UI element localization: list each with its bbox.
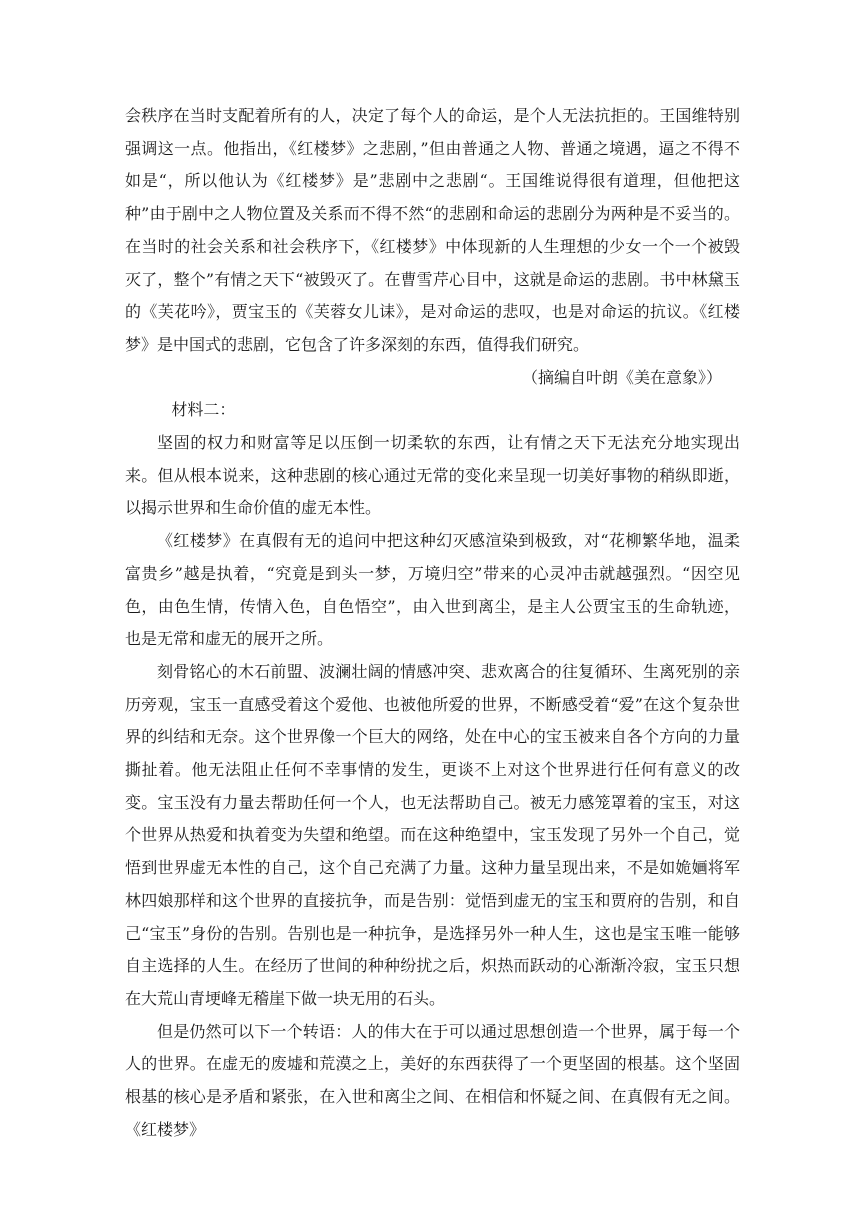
paragraph-2: 《红楼梦》在真假有无的追问中把这种幻灭感渲染到极致，对“花柳繁华地，温柔富贵乡”越是执着，“究竟是到头一梦，万境归空”带来的心灵冲击就越强烈。“因空见色，由色生情，传情入色，自色悟空”，由入世到离尘，是主人公贾宝玉的生命轨迹，也是无常和虚无的展开之所。 <box>125 531 740 649</box>
intro-paragraph: 会秩序在当时支配着所有的人，决定了每个人的命运，是个人无法抗拒的。王国维特别强调这一点。他指出，《红楼梦》之悲剧，”但由普通之人物、普通之境遇，逼之不得不如是“，所以他认为《红楼梦》是”悲剧中之悲剧“。王国维说得很有道理，但他把这种”由于剧中之人物位置及关系而不得不然“的悲剧和命运的悲剧分为两种是不妥当的。在当时的社会关系和社会秩序下，《红楼梦》中体现新的人生理想的少女一个一个被毁灭了，整个”有情之天下“被毁灭了。在曹雪芹心目中，这就是命运的悲剧。书中林黛玉的《芙花吟》，贾宝玉的《芙蓉女儿诔》，是对命运的悲叹，也是对命运的抗议。《红楼梦》是中国式的悲剧，它包含了许多深刻的东西，值得我们研究。 <box>125 106 740 354</box>
paragraph-3: 刻骨铭心的木石前盟、波澜壮阔的情感冲突、悲欢离合的往复循环、生离死别的亲历旁观，宝玉一直感受着这个爱他、也被他所爱的世界，不断感受着“爱”在这个复杂世界的纠结和无奈。这个世界像一个巨大的网络，处在中心的宝玉被来自各个方向的力量撕扯着。他无法阻止任何不幸事情的发生，更谈不上对这个世界进行任何有意义的改变。宝玉没有力量去帮助任何一个人，也无法帮助自己。被无力感笼罩着的宝玉，对这个世界从热爱和执着变为失望和绝望。而在这种绝望中，宝玉发现了另外一个自己，觉悟到世界虚无本性的自己，这个自己充满了力量。这种力量呈现出来，不是如姽婳将军林四娘那样和这个世界的直接抗争，而是告别：觉悟到虚无的宝玉和贾府的告别，和自己“宝玉”身份的告别。告别也是一种抗争，是选择另外一种人生，这也是宝玉唯一能够自主选择的人生。在经历了世间的种种纷扰之后，炽热而跃动的心渐渐冷寂，宝玉只想在大荒山青埂峰无稽崖下做一块无用的石头。 <box>125 661 740 1008</box>
paragraph-1: 坚固的权力和财富等足以压倒一切柔软的东西，让有情之天下无法充分地实现出来。但从根本说来，这种悲剧的核心通过无常的变化来呈现一切美好事物的稍纵即逝，以揭示世界和生命价值的虚无本性。 <box>125 433 740 518</box>
document-page <box>125 100 740 1147</box>
source-note: （摘编自叶朗《美在意象》） <box>521 367 722 387</box>
material-two-label: 材料二： <box>171 400 236 420</box>
paragraph-4: 但是仍然可以下一个转语：人的伟大在于可以通过思想创造一个世界，属于每一个人的世界。在虚无的废墟和荒漠之上，美好的东西获得了一个更坚固的根基。这个坚固根基的核心是矛盾和紧张，在入世和离尘之间、在相信和怀疑之间、在真假有无之间。《红楼梦》 <box>125 1021 740 1139</box>
